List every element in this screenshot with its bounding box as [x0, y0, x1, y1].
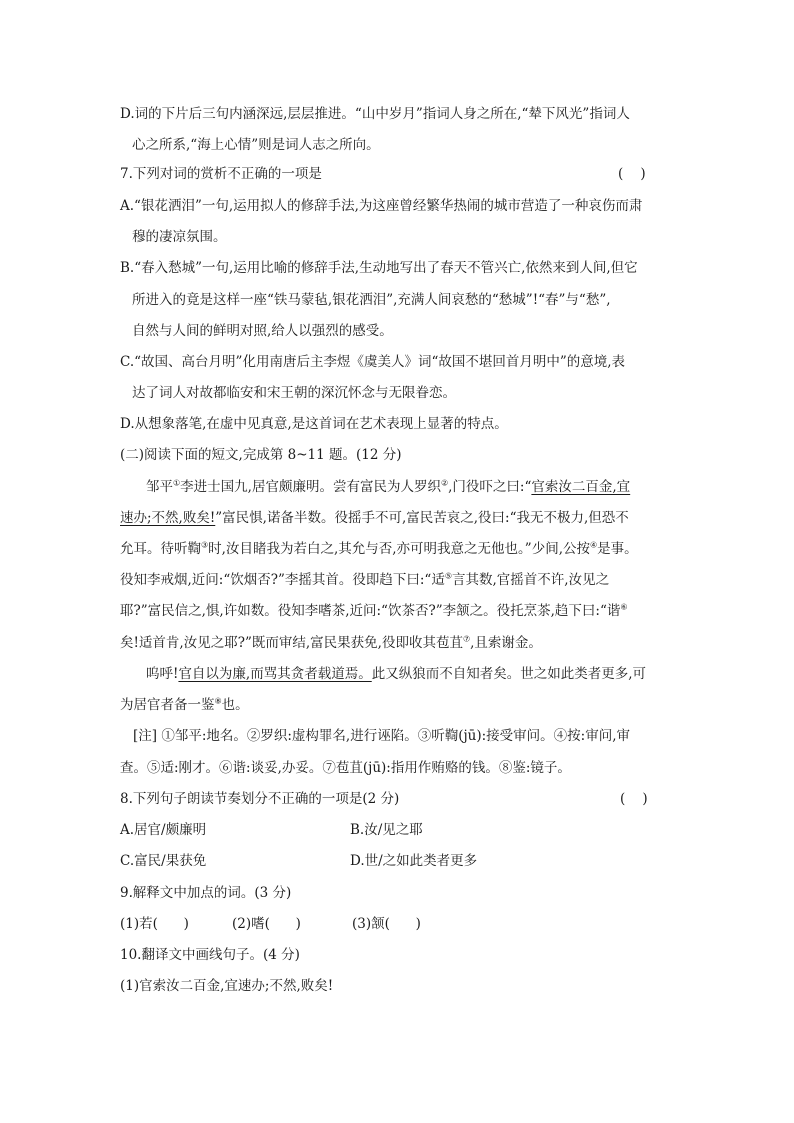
- q9-item1[interactable]: (1)若( ): [120, 916, 189, 932]
- section2-heading: (二)阅读下面的短文,完成第 8~11 题。(12 分): [120, 447, 402, 463]
- q8-stem: 8.下列句子朗读节奏划分不正确的一项是(2 分): [120, 791, 400, 807]
- q10-item1: (1)官索汝二百金,宜速办;不然,败矣!: [120, 978, 334, 994]
- passage-text: 役知李戒烟,近问:“饮烟否?”李摇其首。役即趋下曰:“适: [120, 572, 445, 588]
- passage-text: 李进士国九,居官颇廉明。尝有富民为人罗织: [180, 479, 441, 495]
- passage-p1-line6: [120, 633, 542, 653]
- q8-option-c: C.富民/果获免: [120, 853, 207, 869]
- q7-option-a-line1: A.“银花洒泪”一句,运用拟人的修辞手法,为这座曾经繁华热闹的城市营造了一种哀伤而肃: [120, 198, 643, 214]
- notes-line1: [注] ①邹平:地名。②罗织:虚构罪名,进行诬陷。③听鞫(jū):接受审问。④按:审问,审: [133, 728, 631, 744]
- q8-answer-blank[interactable]: ( ): [620, 791, 648, 807]
- q9-stem: 9.解释文中加点的词。(3 分): [120, 885, 292, 901]
- q7-option-b-line1: B.“春入愁城”一句,运用比喻的修辞手法,生动地写出了春天不管兴亡,依然来到人间,但它: [120, 260, 638, 276]
- q9-item2[interactable]: (2)嗜( ): [232, 916, 301, 932]
- passage-text: 邹平: [146, 479, 173, 495]
- passage-text: 时,汝目睹我为若白之,其允与否,亦可明我意之无他也。”少间,公按: [208, 541, 590, 557]
- underlined-sentence: 官自以为廉,而骂其贪者载道焉。: [178, 666, 372, 682]
- passage-p2-line1: [146, 664, 646, 684]
- q7-option-a-line2: 穆的凄凉氛围。: [132, 229, 227, 245]
- passage-text: ”富民惧,诺备半数。役摇手不可,富民苦哀之,役曰:“我无不极力,但恐不: [215, 510, 629, 526]
- q7-option-b-line3: 自然与人间的鲜明对照,给人以强烈的感受。: [132, 323, 393, 339]
- q6-option-d-line1: D.词的下片后三句内涵深远,层层推进。“山中岁月”指词人身之所在,“辇下风光”指词人: [120, 106, 630, 122]
- q7-option-d: D.从想象落笔,在虚中见真意,是这首词在艺术表现上显著的特点。: [120, 416, 508, 432]
- q8-option-d: D.世/之如此类者更多: [350, 853, 478, 869]
- passage-text: 为居官者备一鉴: [120, 697, 215, 713]
- passage-text: 此又纵狼而不自知者矣。世之如此类者更多,可: [371, 666, 647, 682]
- q8-option-b: B.汝/见之耶: [350, 822, 423, 838]
- q8-option-a: A.居官/颇廉明: [120, 822, 207, 838]
- passage-p1-line5: [120, 601, 628, 621]
- footnote-marker: ④: [590, 540, 598, 550]
- passage-text: 耶?”富民信之,惧,许如数。役知李嗜茶,近问:“饮茶否?”李颔之。役托烹茶,趋下曰:“谐: [120, 603, 621, 619]
- underlined-sentence: 官索汝二百金,宜: [531, 479, 631, 495]
- passage-text: ,且索谢金。: [470, 635, 542, 651]
- footnote-marker: ⑥: [620, 602, 628, 612]
- passage-p1-line1: [146, 477, 630, 497]
- passage-text: 呜呼!: [146, 666, 179, 682]
- passage-text: 允耳。待听鞫: [120, 541, 201, 557]
- q7-answer-blank[interactable]: ( ): [618, 166, 646, 182]
- passage-text: ,门役吓之曰:“: [448, 479, 532, 495]
- footnote-marker: ③: [201, 540, 209, 550]
- footnote-marker: ⑦: [462, 634, 471, 644]
- q10-stem: 10.翻译文中画线句子。(4 分): [120, 947, 300, 963]
- footnote-marker: ①: [173, 478, 181, 488]
- footnote-marker: ⑧: [214, 696, 222, 706]
- q7-stem: 7.下列对词的赏析不正确的一项是: [120, 166, 322, 182]
- passage-text: 也。: [221, 697, 249, 713]
- passage-text: 言其数,官摇首不许,汝见之: [452, 572, 610, 588]
- q7-option-c-line2: 达了词人对故都临安和宋王朝的深沉怀念与无限眷恋。: [132, 385, 456, 401]
- footnote-marker: ②: [440, 478, 449, 488]
- q9-item3[interactable]: (3)颔( ): [352, 916, 421, 932]
- passage-p1-line4: [120, 570, 609, 590]
- passage-p2-line2: [120, 695, 249, 715]
- notes-line2: 查。⑤适:刚才。⑥谐:谈妥,办妥。⑦苞苴(jū):指用作贿赂的钱。⑧鉴:镜子。: [120, 760, 571, 776]
- q7-option-b-line2: 所进入的竟是这样一座“铁马蒙毡,银花洒泪”,充满人间哀愁的“愁城”!“春”与“愁”,: [132, 292, 611, 308]
- passage-p1-line2: [120, 508, 629, 528]
- q6-option-d-line2: 心之所系,“海上心情”则是词人志之所向。: [132, 137, 380, 153]
- passage-text: 是事。: [597, 541, 638, 557]
- footnote-marker: ⑤: [444, 571, 453, 581]
- underlined-sentence: 速办;不然,败矣!: [120, 510, 216, 526]
- passage-p1-line3: [120, 539, 638, 559]
- q7-option-c-line1: C.“故国、高台月明”化用南唐后主李煜《虞美人》词“故国不堪回首月明中”的意境,表: [120, 354, 626, 370]
- passage-text: 矣!适首肯,汝见之耶?”既而审结,富民果获免,役即收其苞苴: [120, 635, 463, 651]
